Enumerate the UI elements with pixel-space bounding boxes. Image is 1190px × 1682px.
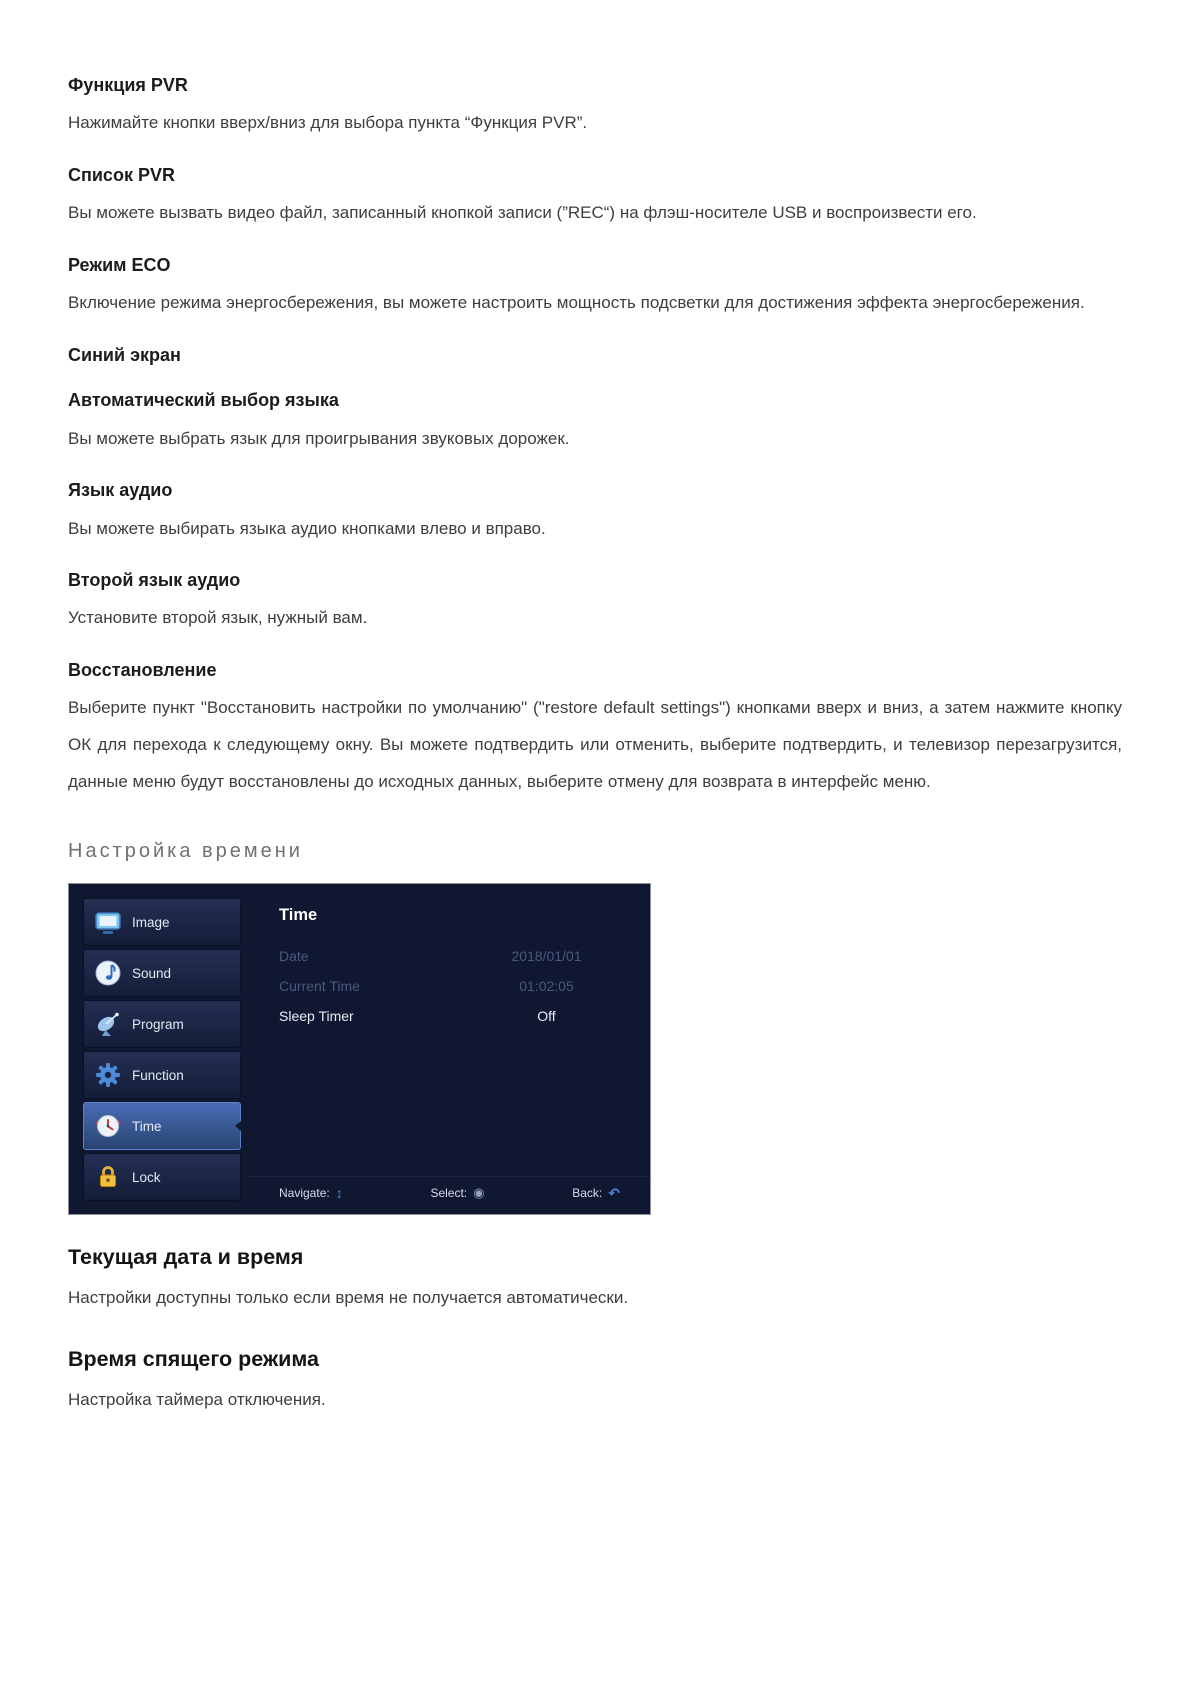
select-label: Select: xyxy=(430,1185,468,1200)
sound-icon xyxy=(92,958,124,988)
para-pvr-function: Нажимайте кнопки вверх/вниз для выбора пункта “Функция PVR”. xyxy=(68,113,588,133)
tv-panel-title: Time xyxy=(279,906,318,925)
tv-menu-item-function xyxy=(83,1051,241,1099)
tv-menu-item-lock xyxy=(83,1153,241,1201)
tv-menu-item-program xyxy=(83,1000,241,1048)
heading-blue-screen: Синий экран xyxy=(68,344,181,365)
time-icon xyxy=(92,1111,124,1141)
heading-second-audio-language: Второй язык аудио xyxy=(68,570,241,591)
heading-sleep-mode-time: Время спящего режима xyxy=(68,1346,319,1371)
para-second-audio-language: Установите второй язык, нужный вам. xyxy=(68,608,368,628)
para-auto-language: Вы можете выбрать язык для проигрывания звуковых дорожек. xyxy=(68,428,570,448)
tv-menu-item-time-selected xyxy=(83,1102,241,1150)
tv-menu-item-label: Time xyxy=(132,1118,162,1134)
tv-menu-item-label: Sound xyxy=(132,965,172,981)
tv-menu-item-sound xyxy=(83,949,241,997)
tv-sidebar xyxy=(69,884,249,1214)
heading-auto-language: Автоматический выбор языка xyxy=(68,390,339,411)
tv-row-date xyxy=(279,941,624,971)
heading-audio-language: Язык аудио xyxy=(68,480,173,501)
para-eco-mode: Включение режима энергосбережения, вы можете настроить мощность подсветки для достижения эффекта энергосбережения. xyxy=(68,293,1085,313)
tv-row-value: 01:02:05 xyxy=(519,978,574,995)
image-icon xyxy=(92,907,124,937)
selected-item-arrow xyxy=(235,1116,247,1136)
para-current-date-time: Настройки доступны только если время не получается автоматически. xyxy=(68,1288,629,1308)
select-ok-icon: ◉ xyxy=(473,1185,485,1201)
function-icon xyxy=(92,1060,124,1090)
footer-back xyxy=(572,1186,620,1200)
tv-row-value: Off xyxy=(537,1008,556,1025)
tv-footer-bar xyxy=(249,1176,650,1214)
tv-menu-item-label: Lock xyxy=(132,1169,161,1185)
para-restore: Выберите пункт "Восстановить настройки по умолчанию" ("restore default settings") кнопками вверх и вниз, а затем нажмите кнопку ОК для перехода к следующему окну. Вы можете подтвердить или отменить, выберите подтвердить, и телевизор перезагрузится, данные меню будут восстановлены до исходных данных, выберите отмену для возврата в интерфейс меню. xyxy=(68,698,1122,791)
para-sleep-mode-time: Настройка таймера отключения. xyxy=(68,1389,326,1409)
tv-row-current-time xyxy=(279,971,624,1001)
back-arrow-icon: ↶ xyxy=(608,1184,620,1201)
navigate-arrows-icon: ↕ xyxy=(335,1184,343,1201)
tv-row-label: Date xyxy=(279,948,309,965)
heading-eco-mode: Режим ECO xyxy=(68,254,171,275)
tv-settings-screenshot xyxy=(68,883,651,1215)
tv-row-label: Current Time xyxy=(279,978,360,995)
tv-menu-item-image xyxy=(83,898,241,946)
tv-main-panel xyxy=(249,884,650,1214)
heading-current-date-time: Текущая дата и время xyxy=(68,1245,304,1270)
tv-row-value: 2018/01/01 xyxy=(511,948,582,965)
tv-row-sleep-timer xyxy=(279,1001,624,1031)
heading-pvr-function: Функция PVR xyxy=(68,75,188,95)
para-pvr-list: Вы можете вызвать видео файл, записанный кнопкой записи (”REC“) на флэш-носителе USB и воспроизвести его. xyxy=(68,203,977,223)
heading-restore: Восстановление xyxy=(68,660,217,681)
back-label: Back: xyxy=(572,1185,603,1200)
tv-row-label: Sleep Timer xyxy=(279,1008,354,1025)
para-audio-language: Вы можете выбирать языка аудио кнопками влево и вправо. xyxy=(68,518,546,538)
footer-navigate xyxy=(279,1186,343,1200)
heading-pvr-list: Список PVR xyxy=(68,164,175,185)
footer-select xyxy=(430,1186,484,1200)
tv-menu-item-label: Function xyxy=(132,1067,184,1083)
tv-menu-item-label: Program xyxy=(132,1016,184,1032)
program-icon xyxy=(92,1009,124,1039)
heading-time-setup-section: Настройка времени xyxy=(68,840,303,863)
tv-menu-item-label: Image xyxy=(132,914,170,930)
lock-icon xyxy=(92,1162,124,1192)
navigate-label: Navigate: xyxy=(279,1185,330,1200)
